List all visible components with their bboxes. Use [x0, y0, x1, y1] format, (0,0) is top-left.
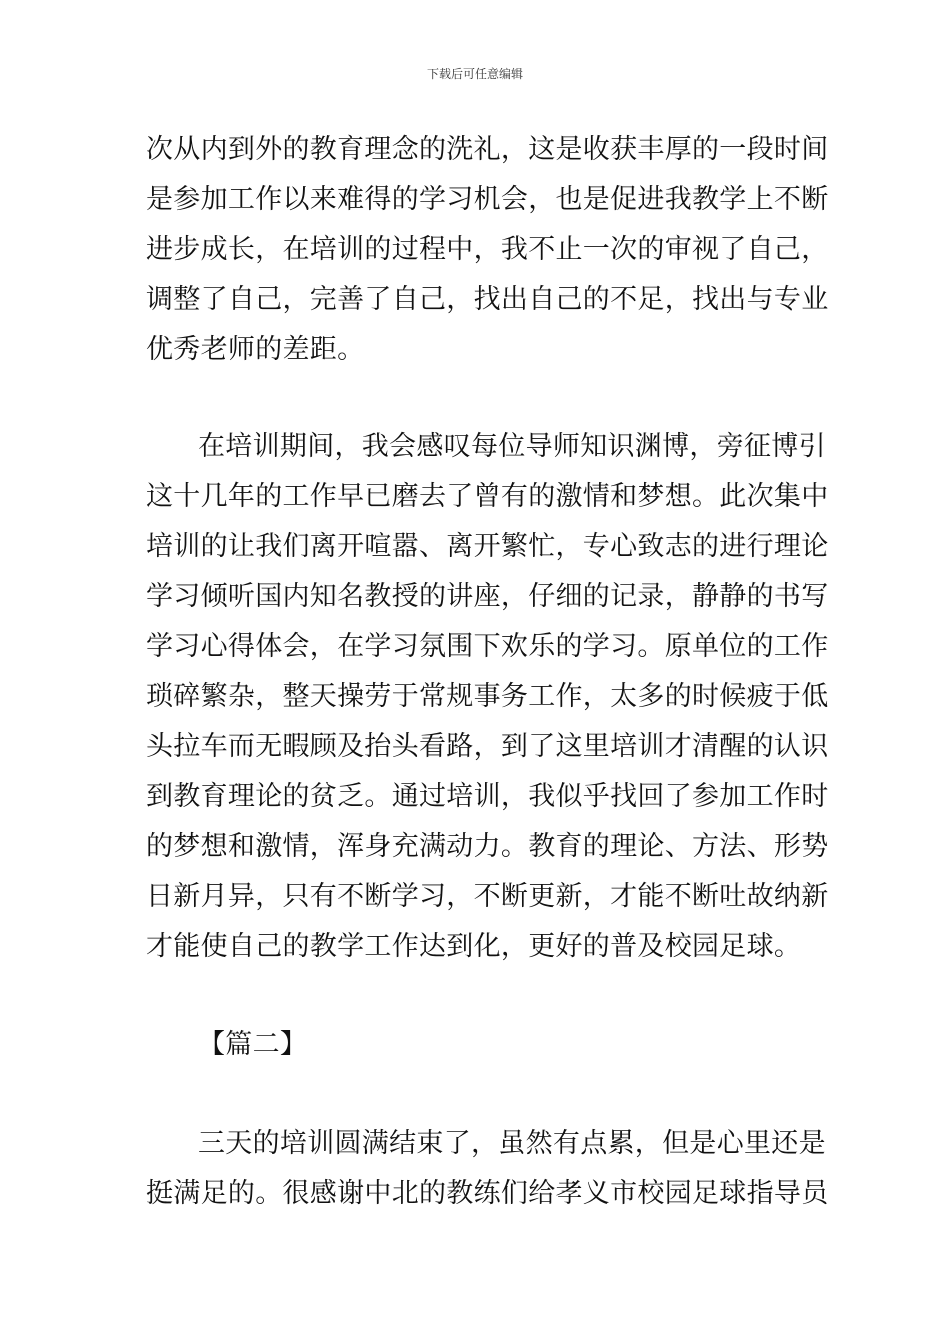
paragraph-2-line-4: 学习倾听国内知名教授的讲座，仔细的记录，静静的书写 [146, 581, 829, 612]
paragraph-1-line-4: 调整了自己，完善了自己，找出自己的不足，找出与专业 [146, 284, 829, 315]
paragraph-1-line-3: 进步成长，在培训的过程中，我不止一次的审视了自己， [146, 234, 829, 265]
paragraph-2-line-2: 这十几年的工作早已磨去了曾有的激情和梦想。此次集中 [146, 481, 829, 512]
paragraph-3-line-1: 三天的培训圆满结束了，虽然有点累，但是心里还是 [198, 1128, 826, 1159]
paragraph-1-line-2: 是参加工作以来难得的学习机会，也是促进我教学上不断 [146, 184, 829, 215]
paragraph-2-line-1: 在培训期间，我会感叹每位导师知识渊博，旁征博引 [198, 431, 826, 462]
paragraph-2-line-9: 的梦想和激情，浑身充满动力。教育的理论、方法、形势 [146, 831, 829, 862]
paragraph-2-line-8: 到教育理论的贫乏。通过培训，我似乎找回了参加工作时 [146, 781, 829, 812]
section-heading: 【篇二】 [198, 1029, 308, 1060]
paragraph-2-line-11: 才能使自己的教学工作达到化，更好的普及校园足球。 [146, 931, 802, 962]
paragraph-2-line-5: 学习心得体会，在学习氛围下欢乐的学习。原单位的工作 [146, 631, 829, 662]
paragraph-2-line-10: 日新月异，只有不断学习，不断更新，才能不断吐故纳新 [146, 881, 829, 912]
paragraph-2-line-3: 培训的让我们离开喧嚣、离开繁忙，专心致志的进行理论 [146, 531, 829, 562]
paragraph-1-line-1: 次从内到外的教育理念的洗礼，这是收获丰厚的一段时间 [146, 134, 829, 165]
paragraph-3-line-2: 挺满足的。很感谢中北的教练们给孝义市校园足球指导员 [146, 1178, 829, 1209]
paragraph-1-line-5: 优秀老师的差距。 [146, 334, 365, 365]
paragraph-2-line-7: 头拉车而无暇顾及抬头看路，到了这里培训才清醒的认识 [146, 731, 829, 762]
paragraph-2-line-6: 琐碎繁杂，整天操劳于常规事务工作，太多的时候疲于低 [146, 681, 829, 712]
page-header: 下载后可任意编辑 [426, 67, 523, 81]
